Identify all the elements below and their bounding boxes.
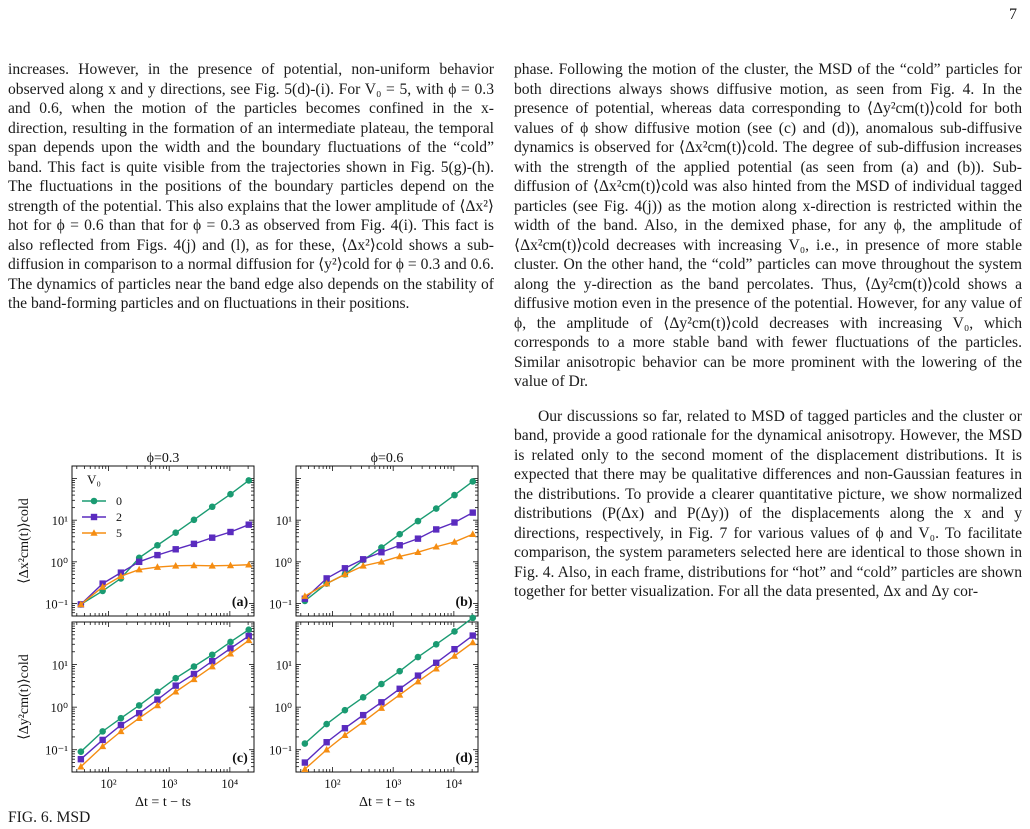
- y-tick-label: 10⁻¹: [269, 597, 292, 612]
- data-point: [451, 646, 457, 652]
- data-point: [469, 478, 476, 485]
- panel-label: (a): [231, 595, 249, 610]
- data-point: [227, 491, 234, 498]
- data-point: [469, 639, 476, 646]
- y-tick-label: 10⁰: [274, 701, 292, 716]
- data-point: [118, 715, 125, 722]
- data-point: [209, 651, 216, 658]
- y-tick-label: 10¹: [51, 514, 68, 529]
- data-point: [396, 531, 403, 538]
- data-point: [451, 492, 458, 499]
- data-point: [245, 477, 252, 484]
- legend-label: 5: [116, 526, 122, 540]
- page-number: 7: [1009, 6, 1017, 23]
- data-point: [154, 688, 161, 695]
- y-tick-label: 10⁰: [274, 555, 292, 570]
- data-point: [342, 725, 348, 731]
- data-point: [360, 556, 366, 562]
- data-point: [470, 632, 476, 638]
- data-point: [451, 628, 458, 635]
- panel-frame: [296, 466, 478, 616]
- data-point: [302, 759, 308, 765]
- data-point: [172, 529, 179, 536]
- data-point: [469, 615, 476, 622]
- data-point: [191, 517, 198, 524]
- data-point: [245, 626, 252, 633]
- data-point: [396, 668, 403, 675]
- x-axis-label: Δt = t − ts: [359, 795, 415, 810]
- data-point: [378, 549, 384, 555]
- data-point: [78, 748, 85, 755]
- data-point: [323, 739, 329, 745]
- data-point: [396, 691, 403, 698]
- series-line-2: [81, 525, 249, 605]
- panel-title: ϕ=0.6: [370, 451, 404, 466]
- x-tick-label: 10⁴: [445, 777, 463, 791]
- x-tick-label: 10²: [324, 777, 341, 791]
- y-axis-label: ⟨Δy²cm(t)⟩cold: [17, 654, 32, 740]
- data-point: [78, 756, 84, 762]
- data-point: [470, 509, 476, 515]
- data-point: [451, 519, 457, 525]
- series-line-0: [81, 630, 249, 752]
- data-point: [227, 639, 234, 646]
- data-point: [415, 654, 422, 661]
- data-point: [415, 518, 422, 525]
- series-line-2: [81, 636, 249, 759]
- data-point: [396, 542, 402, 548]
- series-line-0: [305, 481, 473, 600]
- series-line-5: [81, 640, 249, 766]
- y-tick-label: 10⁰: [50, 555, 68, 570]
- cutoff-line: [0, 808, 1030, 829]
- data-point: [323, 721, 330, 728]
- data-point: [433, 641, 440, 648]
- left-column: [8, 60, 494, 314]
- data-point: [172, 546, 178, 552]
- data-point: [154, 542, 161, 549]
- y-tick-label: 10⁻¹: [45, 743, 68, 758]
- y-tick-label: 10¹: [275, 658, 292, 673]
- data-point: [378, 681, 385, 688]
- data-point: [136, 702, 143, 709]
- legend-marker: [91, 514, 97, 520]
- data-point: [209, 503, 216, 510]
- data-point: [302, 740, 309, 747]
- figure-6: [0, 440, 500, 810]
- data-point: [99, 728, 106, 735]
- legend-label: 2: [116, 510, 122, 524]
- data-point: [172, 688, 179, 695]
- series-line-2: [305, 513, 473, 599]
- y-tick-label: 10⁻¹: [45, 597, 68, 612]
- legend-title: V₀: [87, 472, 101, 487]
- data-point: [433, 505, 440, 512]
- panel-frame: [296, 622, 478, 772]
- data-point: [117, 728, 124, 735]
- y-tick-label: 10⁻¹: [269, 743, 292, 758]
- y-tick-label: 10¹: [51, 658, 68, 673]
- right-paragraph-2: Our discussions so far, related to MSD of tagged particles and the cluster or band, provide a good rationale for the dynamical anisotropy. However, the MSD is related only to the second moment of the displacement distributions. It is expected that there may be qualitative differences and non-Gaussian features in the distributions. To provide a clearer quantitative picture, we show normalized distributions (P(Δx) and P(Δy)) of the displacements along the x and y directions, respectively, in Fig. 7 for various values of ϕ and V₀. To facilitate comparison, the system parameters selected here are identical to those shown in Fig. 4. Also, in each frame, distributions for “hot” and “cold” particles are shown together for better visualization. For all the data presented, Δx and Δy cor-: [514, 407, 1022, 600]
- data-point: [172, 675, 179, 682]
- data-point: [191, 663, 198, 670]
- data-point: [172, 682, 178, 688]
- series-line-0: [305, 618, 473, 744]
- data-point: [342, 707, 349, 714]
- series-line-5: [81, 565, 249, 605]
- data-point: [154, 552, 160, 558]
- data-point: [191, 541, 197, 547]
- data-point: [209, 534, 215, 540]
- data-point: [136, 559, 142, 565]
- data-point: [360, 712, 366, 718]
- data-point: [451, 652, 458, 659]
- x-axis-label: Δt = t − ts: [135, 795, 191, 810]
- data-point: [227, 529, 233, 535]
- data-point: [360, 694, 367, 701]
- series-line-2: [305, 636, 473, 763]
- legend-label: 0: [116, 494, 122, 508]
- data-point: [360, 718, 367, 725]
- panel-title: ϕ=0.3: [146, 451, 180, 466]
- x-tick-label: 10³: [161, 777, 178, 791]
- right-paragraph-1: phase. Following the motion of the cluster, the MSD of the “cold” particles for both directions always shows diffusive motion, as seen from Fig. 4. In the presence of potential, whereas data corresponding to ⟨Δy²cm(t)⟩cold for both values of ϕ show diffusive motion (see (c) and (d)), anomalous sub-diffusive dynamics is observed for ⟨Δx²cm(t)⟩cold. The degree of sub-diffusion increases with the strength of the applied potential (as seen from (a) and (b)). Sub-diffusion of ⟨Δx²cm(t)⟩cold was also hinted from the MSD of individual tagged particles (see Fig. 4(j)) as the motion along x-direction is restricted within the width of the band. Also, in the demixed phase, for any ϕ, the amplitude of ⟨Δx²cm(t)⟩cold decreases with increasing V₀, i.e., in presence of more stable cluster. On the other hand, the “cold” particles can move throughout the system along the y-direction as the band percolates. Thus, ⟨Δy²cm(t)⟩cold shows a diffusive motion even in the presence of the potential. However, for any value of ϕ, the amplitude of ⟨Δy²cm(t)⟩cold decreases with increasing V₀, which corresponds to a more stable band with fewer fluctuations of the particles. Similar anisotropic behavior can be more prominent with the lowering of the value of Dr.: [514, 61, 1022, 390]
- y-tick-label: 10¹: [275, 514, 292, 529]
- right-column: [514, 60, 1022, 602]
- panel-label: (b): [455, 595, 473, 610]
- data-point: [246, 521, 252, 527]
- legend-marker: [91, 498, 98, 505]
- data-point: [415, 535, 421, 541]
- data-point: [433, 526, 439, 532]
- data-point: [99, 737, 105, 743]
- y-tick-label: 10⁰: [50, 701, 68, 716]
- x-tick-label: 10³: [385, 777, 402, 791]
- left-paragraph: increases. However, in the presence of potential, non-uniform behavior observed along x and y directions, see Fig. 5(d)-(i). For V₀ = 5, with ϕ = 0.3 and 0.6, when the motion of the particles becomes confined in the x-direction, resulting in the formation of an intermediate plateau, the temporal span depends upon the width and the boundary fluctuations of the “cold” band. This fact is quite visible from the trajectories shown in Fig. 5(g)-(h). The fluctuations in the positions of the boundary particles depend on the strength of the potential. This also explains that the lower amplitude of ⟨Δx²⟩hot for ϕ = 0.6 than that for ϕ = 0.3 as observed from Fig. 4(i). This fact is also reflected from Figs. 4(j) and (l), as for these, ⟨Δx²⟩cold shows a sub-diffusion in comparison to a normal diffusion for ⟨y²⟩cold for ϕ = 0.3 and 0.6. The dynamics of particles near the band edge also depends on the stability of the band-forming particles and on fluctuations in their positions.: [8, 61, 494, 312]
- series-line-5: [305, 643, 473, 770]
- x-tick-label: 10⁴: [221, 777, 239, 791]
- data-point: [342, 565, 348, 571]
- panel-label: (d): [455, 751, 473, 766]
- x-tick-label: 10²: [100, 777, 117, 791]
- data-point: [118, 722, 124, 728]
- data-point: [469, 530, 476, 537]
- series-line-5: [305, 534, 473, 596]
- data-point: [341, 731, 348, 738]
- y-axis-label: ⟨Δx²cm(t)⟩cold: [17, 498, 32, 584]
- caption-start: FIG. 6. MSD: [8, 809, 91, 826]
- series-line-0: [81, 480, 249, 604]
- panel-label: (c): [232, 751, 248, 766]
